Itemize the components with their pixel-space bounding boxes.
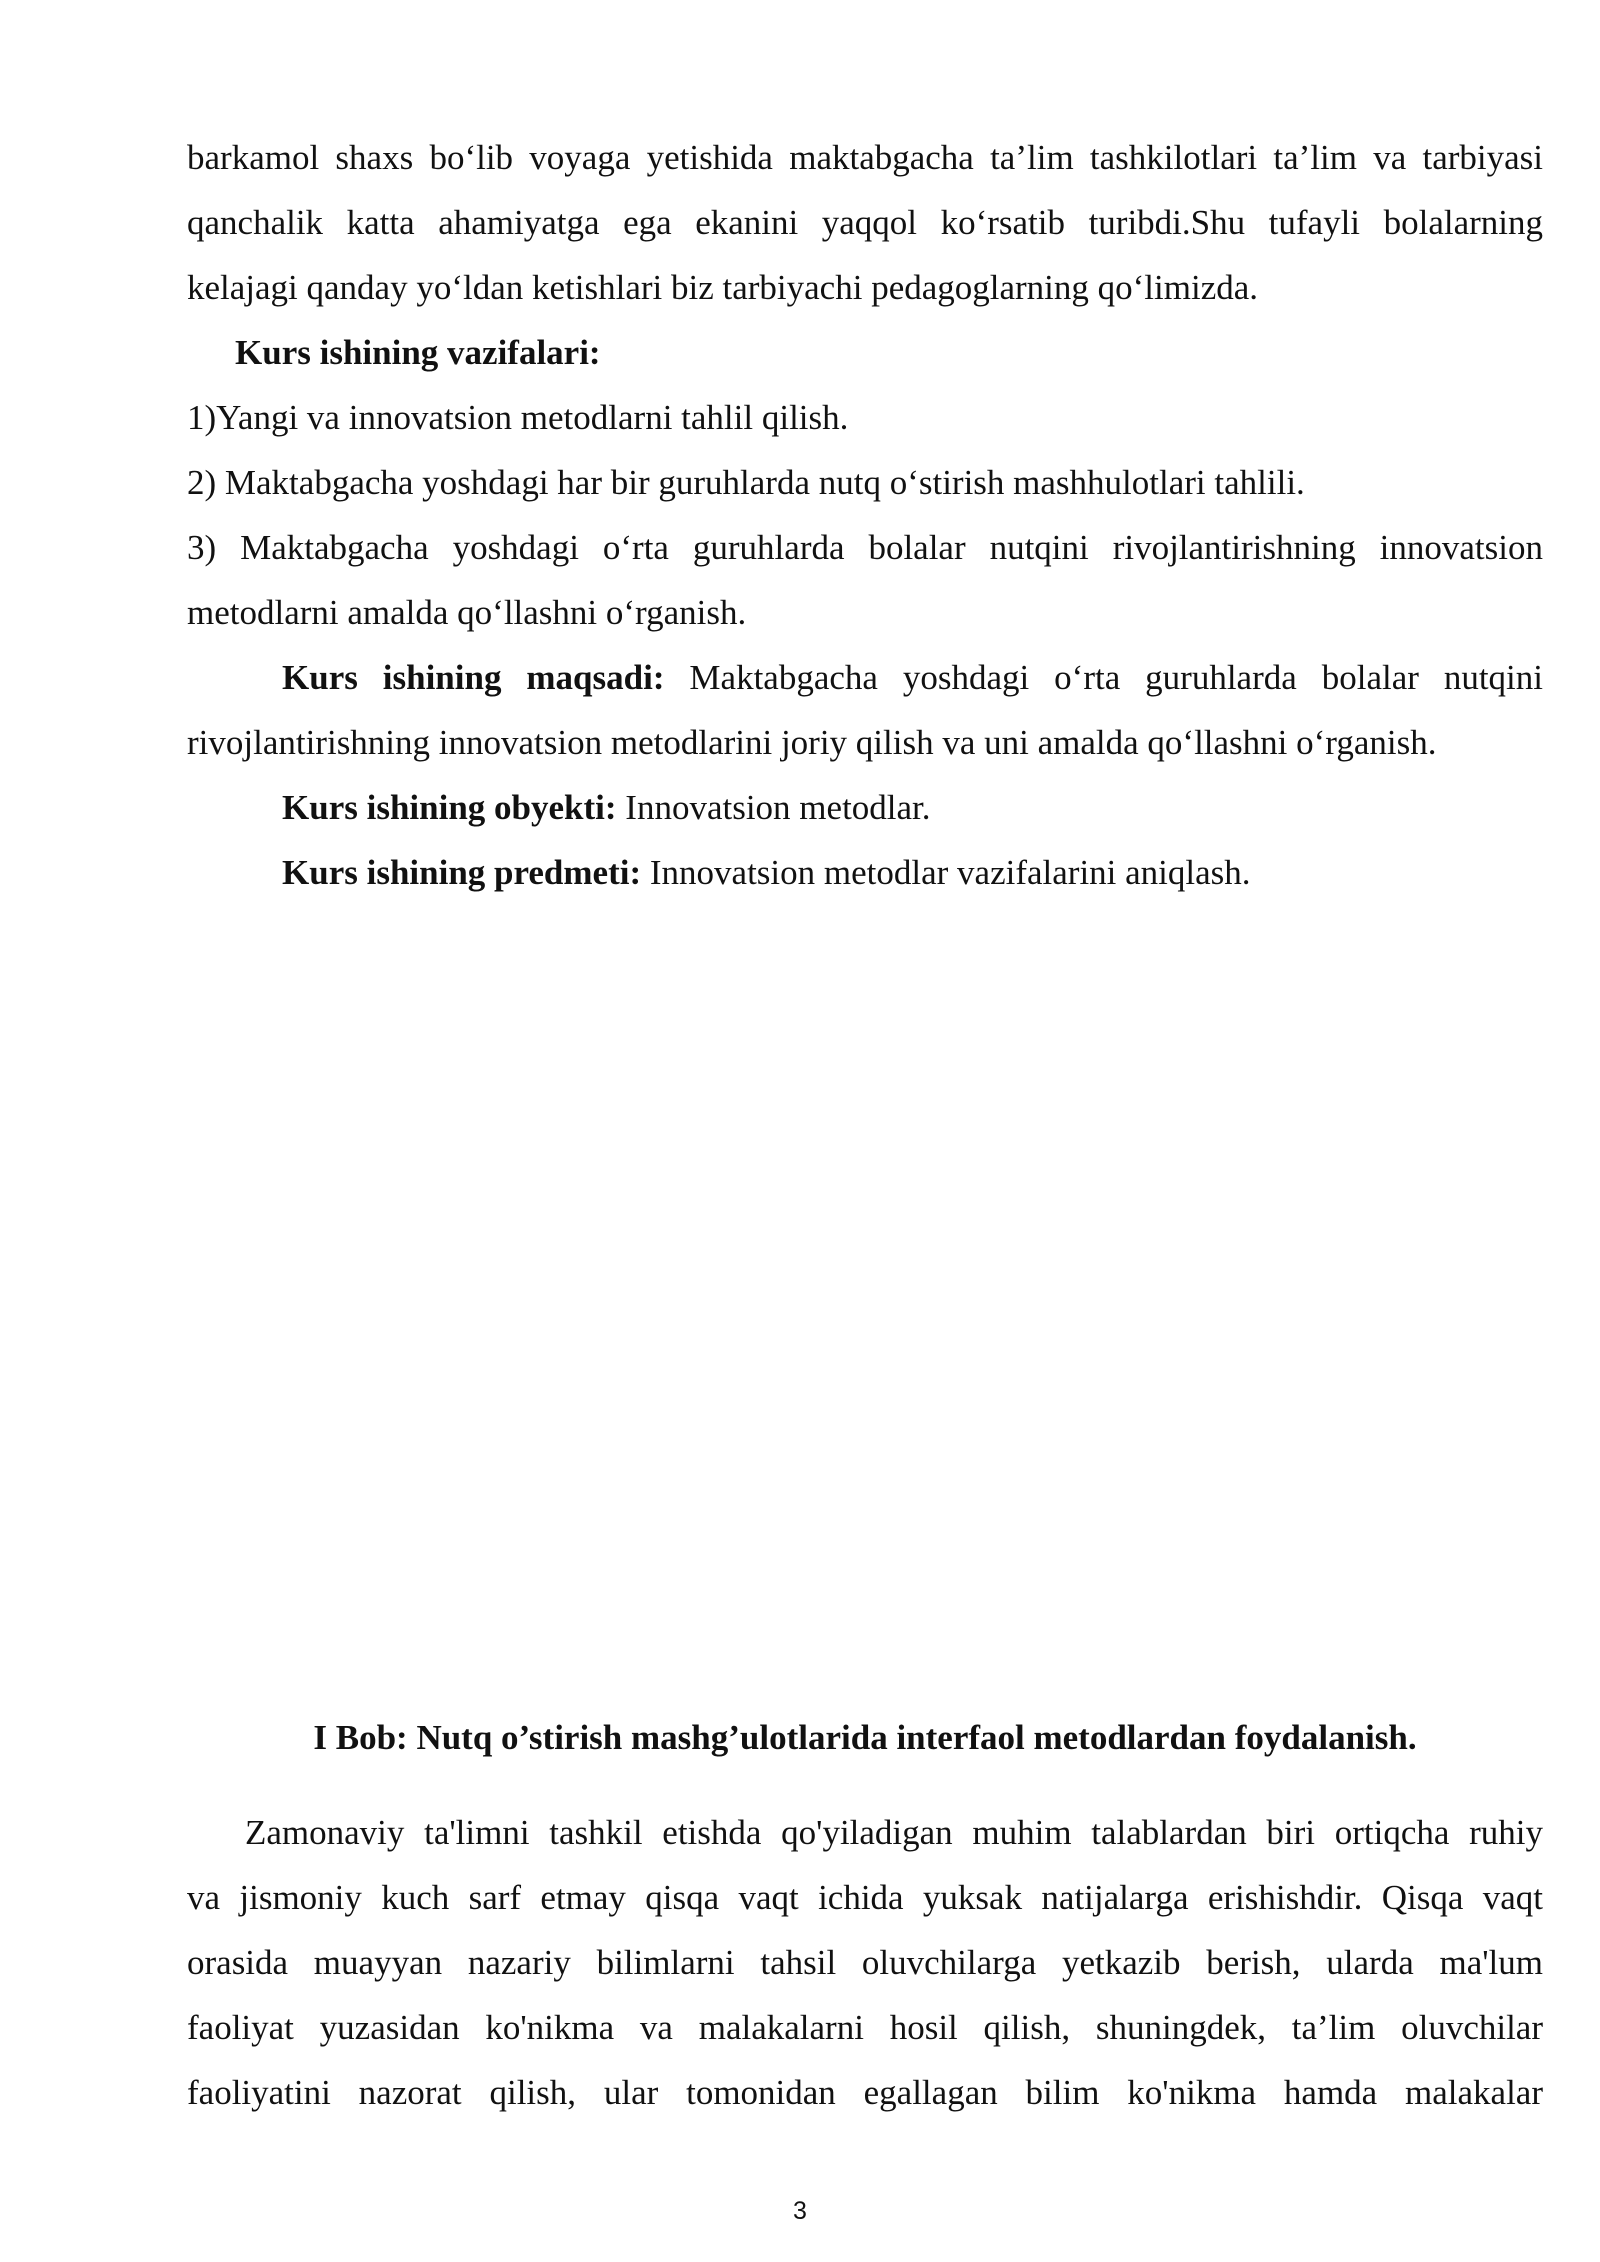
body-line-3: orasida muayyan nazariy bilimlarni tahsil oluvchilarga yetkazib berish, ularda ma'lum [187, 1943, 1543, 1982]
intro-line-3: kelajagi qanday yo‘ldan ketishlari biz tarbiyachi pedagoglarning qo‘limizda. [187, 268, 1259, 307]
goal-text-1: Maktabgacha yoshdagi o‘rta guruhlarda bolalar nutqini [664, 658, 1543, 697]
chapter-title: I Bob: Nutq o’stirish mashg’ulotlarida interfaol metodlardan foydalanish. [313, 1718, 1417, 1757]
task-item-2: 2) Maktabgacha yoshdagi har bir guruhlarda nutq o‘stirish mashhulotlari tahlili. [187, 463, 1305, 502]
subject-line [187, 840, 1543, 905]
subject-label: Kurs ishining predmeti: [282, 853, 642, 892]
goal-line-1 [187, 645, 1543, 710]
tasks-section [187, 320, 1543, 645]
task-item-1: 1)Yangi va innovatsion metodlarni tahlil qilish. [187, 398, 849, 437]
body-line-5: faoliyatini nazorat qilish, ular tomonidan egallagan bilim ko'nikma hamda malakalar [187, 2073, 1543, 2112]
object-text: Innovatsion metodlar. [616, 788, 931, 827]
intro-line-1: barkamol shaxs bo‘lib voyaga yetishida maktabgacha ta’lim tashkilotlari ta’lim va tarbiyasi [187, 138, 1543, 177]
intro-line-2: qanchalik katta ahamiyatga ega ekanini yaqqol ko‘rsatib turibdi.Shu tufayli bolalarning [187, 203, 1543, 242]
body-line-1: Zamonaviy ta'limni tashkil etishda qo'yiladigan muhim talablardan biri ortiqcha ruhiy [245, 1813, 1543, 1852]
intro-paragraph [187, 125, 1543, 320]
task-item-3-line-1: 3) Maktabgacha yoshdagi o‘rta guruhlarda bolalar nutqini rivojlantirishning innovatsion [187, 528, 1543, 567]
page-number: 3 [793, 2197, 807, 2225]
body-line-2: va jismoniy kuch sarf etmay qisqa vaqt ichida yuksak natijalarga erishishdir. Qisqa vaqt [187, 1878, 1543, 1917]
body-paragraph [187, 1800, 1543, 2125]
goal-label: Kurs ishining maqsadi: [282, 658, 665, 697]
goal-line-2: rivojlantirishning innovatsion metodlarini joriy qilish va uni amalda qo‘llashni o‘rganish. [187, 723, 1437, 762]
body-line-4: faoliyat yuzasidan ko'nikma va malakalarni hosil qilish, shuningdek, ta’lim oluvchilar [187, 2008, 1543, 2047]
subject-text: Innovatsion metodlar vazifalarini aniqlash. [641, 853, 1251, 892]
tasks-heading: Kurs ishining vazifalari: [235, 333, 601, 372]
task-item-3-line-2: metodlarni amalda qo‘llashni o‘rganish. [187, 593, 747, 632]
object-label: Kurs ishining obyekti: [282, 788, 617, 827]
goal-section [187, 645, 1543, 905]
object-line [187, 775, 1543, 840]
